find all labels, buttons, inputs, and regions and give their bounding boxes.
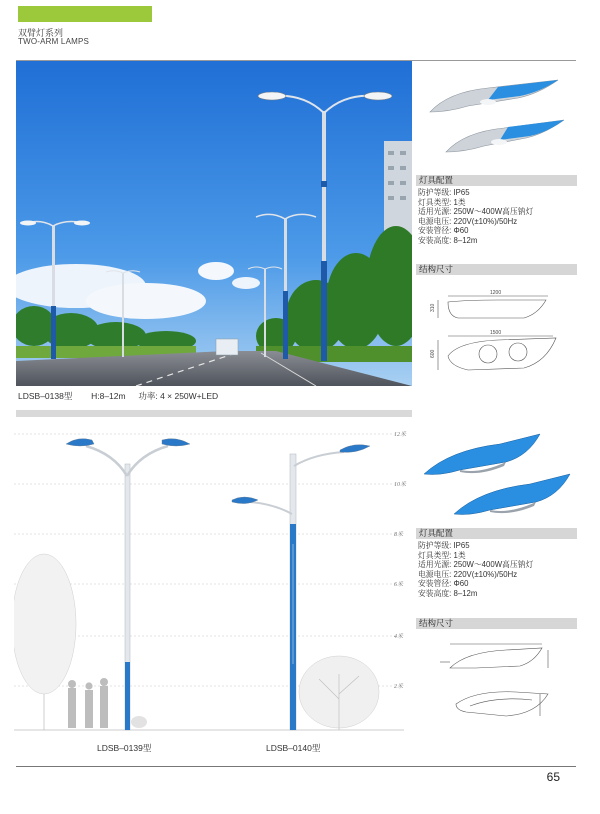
spec-type: 灯具类型: 1类 [418,550,466,560]
scale-label-2m: 2米 [394,684,404,690]
product1-model: LDSB–0138型 [18,391,73,401]
scale-label-4m: 4米 [394,634,404,640]
header-accent-bar [18,6,152,22]
product1-caption [18,390,218,402]
spec-light-source: 适用光源: 250W～400W高压钠灯 [418,560,534,570]
product2-model-left: LDSB–0139型 [97,743,152,753]
scale-label-10m: 10米 [394,482,407,488]
pole-elevation-diagram [14,424,412,734]
product1-lamp-images [428,72,568,168]
product2-structure-title: 结构尺寸 [416,618,577,629]
lamp-head-image-1 [430,80,558,112]
product1-config-title: 灯具配置 [416,175,577,186]
product2-model-right: LDSB–0140型 [266,743,321,753]
lamp-head-image-3 [424,434,540,475]
product1-power: 功率: 4 × 250W+LED [138,391,219,401]
product1-spec-list [418,188,533,246]
dim-bottom-label: 1500 [490,330,502,336]
product2-config-title: 灯具配置 [416,528,577,539]
spec-type: 灯具类型: 1类 [418,197,466,207]
spec-voltage: 电源电压: 220V(±10%)/50Hz [418,569,518,579]
spec-voltage: 电源电压: 220V(±10%)/50Hz [418,216,518,226]
dim-side-top-label: 310 [430,303,436,312]
spec-install-height: 安装高度: 8–12m [418,235,478,245]
dim-top-label: 1200 [490,290,502,296]
series-title-cn: 双臂灯系列 [18,28,64,38]
spec-protection: 防护等级: IP65 [418,541,470,550]
lamp-head-image-4 [454,474,570,515]
series-title-en: TWO-ARM LAMPS [18,37,90,46]
lamp-head-image-2 [446,120,564,152]
product2-lamp-images [420,430,576,524]
dim-side-bottom-label: 600 [430,349,436,358]
scale-label-12m: 12米 [394,432,407,438]
product1-structure-title: 结构尺寸 [416,264,577,275]
product1-dimension-drawing [428,286,568,380]
product2-dimension-drawing [436,638,566,728]
page-number: 65 [546,770,560,784]
scale-label-8m: 8米 [394,532,404,538]
spec-install-height: 安装高度: 8–12m [418,588,478,598]
spec-light-source: 适用光源: 250W～400W高压钠灯 [418,207,534,217]
spec-pipe-diameter: 安装管径: Φ60 [418,226,469,236]
spec-protection: 防护等级: IP65 [418,188,470,197]
street-photo [16,61,412,386]
product2-spec-list [418,541,533,599]
spec-pipe-diameter: 安装管径: Φ60 [418,579,469,589]
product1-height: H:8–12m [91,391,126,401]
scale-label-6m: 6米 [394,582,404,588]
section-divider [16,410,412,417]
footer-divider [16,766,576,767]
